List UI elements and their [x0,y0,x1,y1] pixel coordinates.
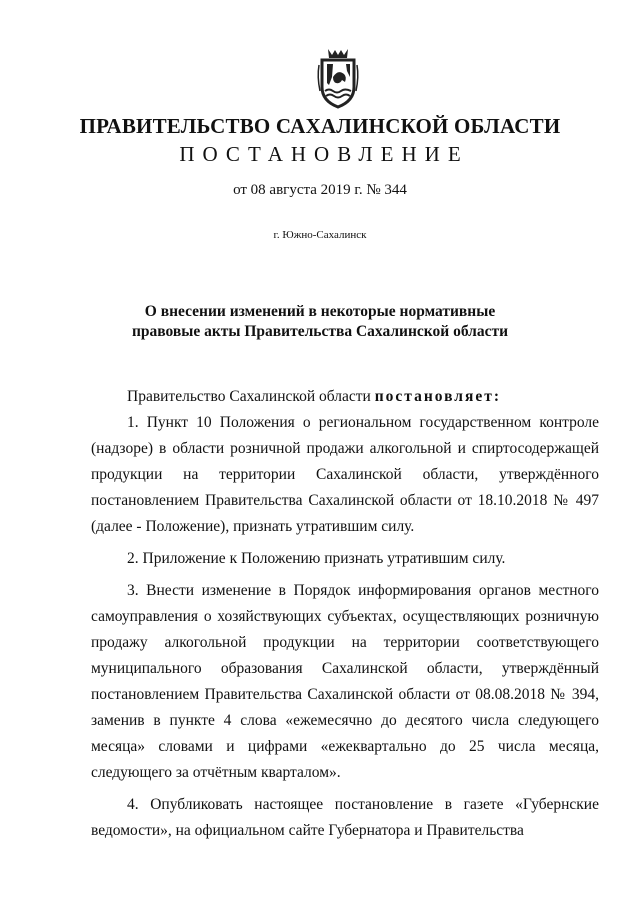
item-4-paragraph: 4. Опубликовать настоящее постановление в газете «Губернские ведомости», на официальном сайте Губернатора и Правительства [91,796,599,839]
document-type-title: ПОСТАНОВЛЕНИЕ [179,142,469,166]
document-subject [0,302,640,342]
document-city: г. Южно-Сахалинск [273,229,367,241]
intro-prefix: Правительство Сахалинской области [127,388,375,405]
government-title: ПРАВИТЕЛЬСТВО САХАЛИНСКОЙ ОБЛАСТИ [79,114,561,138]
subject-line-2: правовые акты Правительства Сахалинской области [131,323,509,340]
item-1-paragraph: 1. Пункт 10 Положения о региональном государственном контроле (надзоре) в области розничной продажи алкогольной и спиртосодержащей продукции на территории Сахалинской области, утверждённого постановлением Правительства Сахалинской области от 18.10.2018 № 497 (далее - Положение), признать утратившим силу. [91,414,599,535]
intro-keyword: постановляет: [374,388,502,405]
sakhalin-coat-of-arms-icon [316,47,360,109]
intro-paragraph [91,384,599,410]
subject-line-1: О внесении изменений в некоторые нормативные [144,303,496,320]
document-body [91,384,599,844]
document-date-number: от 08 августа 2019 г. № 344 [233,182,407,198]
item-3-paragraph: 3. Внести изменение в Порядок информирования органов местного самоуправления о хозяйствующих субъектах, осуществляющих розничную продажу алкогольной продукции на территории соответствующего муниципального образования Сахалинской области, утверждённый постановлением Правительства Сахалинской области от 08.08.2018 № 394, заменив в пункте 4 слова «ежемесячно до десятого числа следующего месяца» словами и цифрами «ежеквартально до 25 числа месяца, следующего за отчётным кварталом». [91,582,599,781]
item-2-paragraph: 2. Приложение к Положению признать утратившим силу. [127,550,506,567]
